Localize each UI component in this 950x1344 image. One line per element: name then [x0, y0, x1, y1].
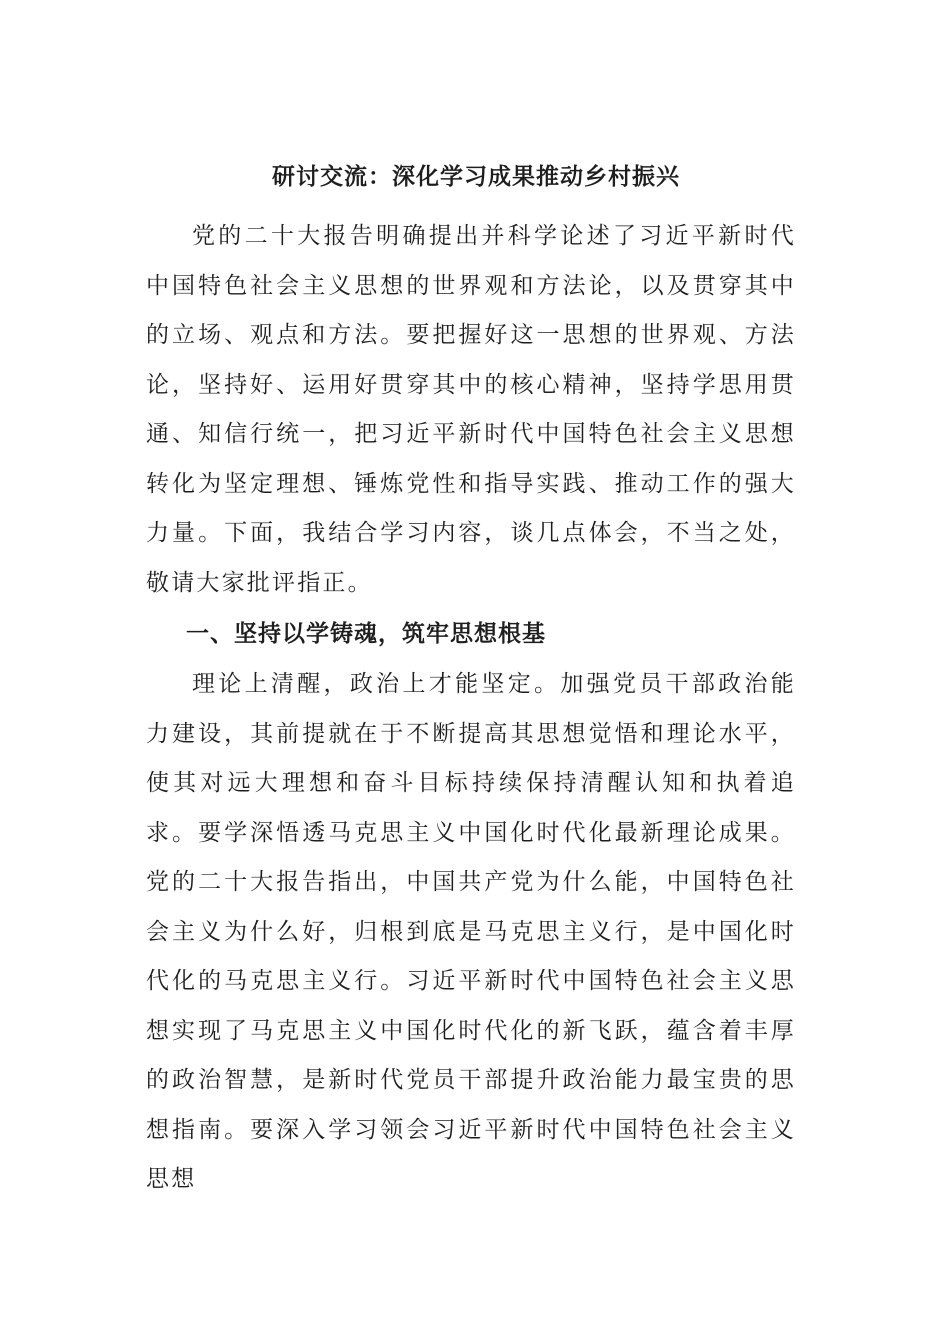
document-title: 研讨交流：深化学习成果推动乡村振兴: [272, 163, 680, 190]
section-heading-1: 一、坚持以学铸魂，筑牢思想根基: [186, 620, 546, 647]
intro-paragraph: 党的二十大报告明确提出并科学论述了习近平新时代中国特色社会主义思想的世界观和方法论，以及贯穿其中的立场、观点和方法。要把握好这一思想的世界观、方法论，坚持好、运用好贯穿其中的核心精神，坚持学思用贯通、知信行统一，把习近平新时代中国特色社会主义思想转化为坚定理想、锤炼党性和指导实践、推动工作的强大力量。下面，我结合学习内容，谈几点体会，不当之处，敬请大家批评指正。: [146, 223, 796, 596]
section-paragraph-1: 理论上清醒，政治上才能坚定。加强党员干部政治能力建设，其前提就在于不断提高其思想觉悟和理论水平，使其对远大理想和奋斗目标持续保持清醒认知和执着追求。要学深悟透马克思主义中国化时代化最新理论成果。党的二十大报告指出，中国共产党为什么能，中国特色社会主义为什么好，归根到底是马克思主义行，是中国化时代化的马克思主义行。习近平新时代中国特色社会主义思想实现了马克思主义中国化时代化的新飞跃，蕴含着丰厚的政治智慧，是新时代党员干部提升政治能力最宝贵的思想指南。要深入学习领会习近平新时代中国特色社会主义思想: [146, 671, 796, 1192]
document-body: [146, 152, 796, 1205]
